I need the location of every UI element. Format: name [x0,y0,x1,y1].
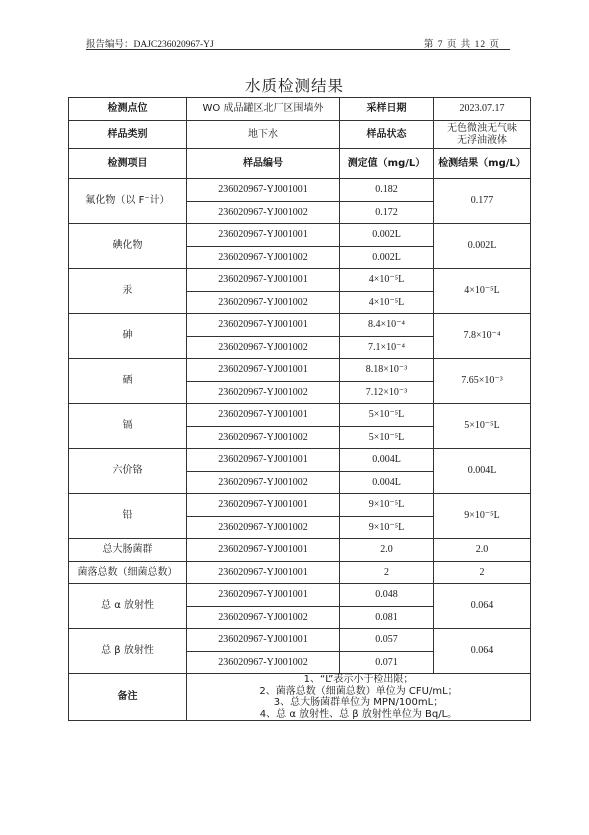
column-header-row [69,149,531,179]
item-name: 六价铬 [69,449,187,494]
result-value: 7.65×10⁻³ [434,359,531,404]
sample-id: 236020967-YJ001001 [187,629,340,652]
type-label: 样品类别 [69,121,187,149]
table-row [69,539,531,562]
item-name: 总大肠菌群 [69,539,187,562]
result-value: 0.064 [434,584,531,629]
sample-id: 236020967-YJ001002 [187,381,340,404]
result-value: 4×10⁻⁵L [434,269,531,314]
sample-id: 236020967-YJ001001 [187,314,340,337]
report-number: 报告编号：DAJC236020967-YJ [86,40,214,50]
table-row [69,314,531,337]
measured-value: 8.18×10⁻³ [340,359,434,382]
item-name: 菌落总数（细菌总数） [69,561,187,584]
measured-value: 5×10⁻⁵L [340,404,434,427]
result-value: 2 [434,561,531,584]
result-value: 0.064 [434,629,531,674]
item-name: 碘化物 [69,224,187,269]
measured-value: 2.0 [340,539,434,562]
measured-value: 4×10⁻⁵L [340,269,434,292]
sample-id: 236020967-YJ001002 [187,201,340,224]
table-row [69,224,531,247]
note-line: 1、“L”表示小于检出限； [303,674,414,685]
notes-row [69,674,531,721]
item-name: 砷 [69,314,187,359]
table-row [69,404,531,427]
note-line: 2、菌落总数（细菌总数）单位为 CFU/mL； [259,685,458,697]
type-value: 地下水 [187,121,340,149]
measured-value: 5×10⁻⁵L [340,426,434,449]
notes-label: 备注 [69,674,187,721]
sample-id: 236020967-YJ001002 [187,246,340,269]
date-label: 采样日期 [340,98,434,121]
item-name: 汞 [69,269,187,314]
sample-id: 236020967-YJ001002 [187,336,340,359]
notes-content [187,674,531,721]
table-row [69,359,531,382]
measured-value: 9×10⁻⁵L [340,494,434,517]
result-value: 0.002L [434,224,531,269]
measured-value: 4×10⁻⁵L [340,291,434,314]
col-measured-header: 测定值（mg/L） [340,149,434,179]
sample-id: 236020967-YJ001002 [187,471,340,494]
results-table [68,97,531,721]
result-value: 5×10⁻⁵L [434,404,531,449]
result-value: 7.8×10⁻⁴ [434,314,531,359]
sample-id: 236020967-YJ001002 [187,516,340,539]
sample-id: 236020967-YJ001002 [187,651,340,674]
table-row [69,269,531,292]
page-header [86,34,510,50]
sample-id: 236020967-YJ001001 [187,561,340,584]
result-value: 9×10⁻⁵L [434,494,531,539]
sample-id: 236020967-YJ001002 [187,426,340,449]
state-value [434,121,531,149]
sample-id: 236020967-YJ001001 [187,224,340,247]
measured-value: 0.002L [340,246,434,269]
table-row [69,179,531,202]
measured-value: 9×10⁻⁵L [340,516,434,539]
state-value-line2: 无浮油液体 [457,134,507,146]
sample-id: 236020967-YJ001001 [187,179,340,202]
info-row-type [69,121,531,149]
measured-value: 0.081 [340,606,434,629]
table-row [69,584,531,607]
table-row [69,449,531,472]
sample-id: 236020967-YJ001001 [187,269,340,292]
date-value: 2023.07.17 [434,98,531,121]
info-row-site [69,98,531,121]
site-value: WO 成品罐区北厂区围墙外 [187,98,340,121]
item-name: 镉 [69,404,187,449]
sample-id: 236020967-YJ001001 [187,584,340,607]
sample-id: 236020967-YJ001001 [187,539,340,562]
sample-id: 236020967-YJ001001 [187,359,340,382]
measured-value: 0.182 [340,179,434,202]
state-value-line1: 无色微浊无气味 [447,123,517,134]
measured-value: 0.057 [340,629,434,652]
page-info: 第 7 页 共 12 页 [423,40,500,50]
result-value: 2.0 [434,539,531,562]
item-name: 铅 [69,494,187,539]
item-name: 总 α 放射性 [69,584,187,629]
sample-id: 236020967-YJ001001 [187,449,340,472]
measured-value: 0.048 [340,584,434,607]
table-row [69,629,531,652]
result-value: 0.004L [434,449,531,494]
item-name: 氟化物（以 F⁻计） [69,179,187,224]
measured-value: 8.4×10⁻⁴ [340,314,434,337]
col-result-header: 检测结果（mg/L） [434,149,531,179]
measured-value: 0.004L [340,449,434,472]
site-label: 检测点位 [69,98,187,121]
measured-value: 2 [340,561,434,584]
col-item-header: 检测项目 [69,149,187,179]
document-title: 水质检测结果 [244,77,344,95]
sample-id: 236020967-YJ001001 [187,494,340,517]
item-name: 硒 [69,359,187,404]
table-row [69,561,531,584]
state-label: 样品状态 [340,121,434,149]
sample-id: 236020967-YJ001001 [187,404,340,427]
measured-value: 0.172 [340,201,434,224]
measured-value: 0.071 [340,651,434,674]
measured-value: 7.1×10⁻⁴ [340,336,434,359]
measured-value: 7.12×10⁻³ [340,381,434,404]
measured-value: 0.004L [340,471,434,494]
result-value: 0.177 [434,179,531,224]
col-sample-header: 样品编号 [187,149,340,179]
table-row [69,494,531,517]
note-line: 4、总 α 放射性、总 β 放射性单位为 Bq/L。 [259,708,458,720]
sample-id: 236020967-YJ001002 [187,291,340,314]
header-rule [86,49,510,50]
note-line: 3、总大肠菌群单位为 MPN/100mL； [273,697,444,708]
measured-value: 0.002L [340,224,434,247]
item-name: 总 β 放射性 [69,629,187,674]
sample-id: 236020967-YJ001002 [187,606,340,629]
